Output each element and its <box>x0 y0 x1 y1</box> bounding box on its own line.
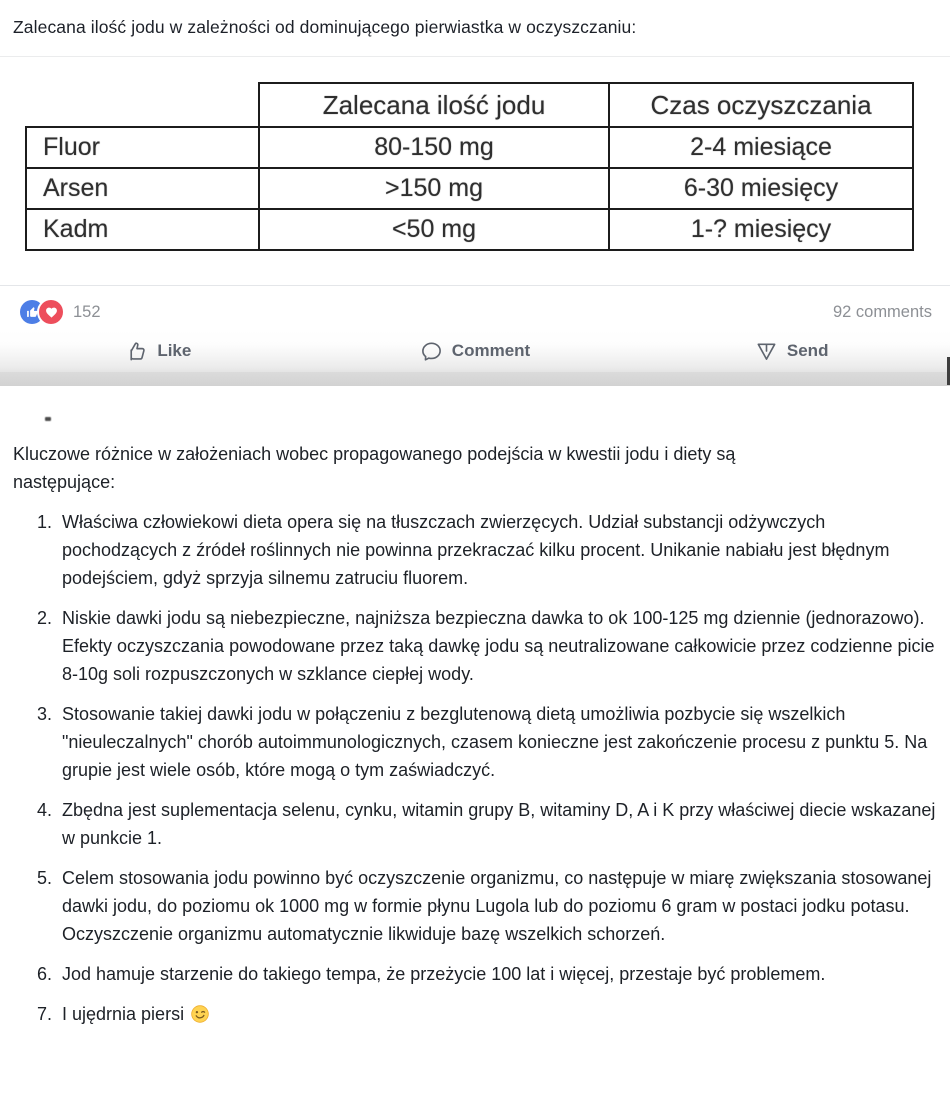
list-item-number: 7. <box>37 1004 53 1024</box>
cell-time: 6-30 miesięcy <box>609 168 913 209</box>
list-item-number: 1. <box>37 512 53 532</box>
post-title: Zalecana ilość jodu w zależności od dominującego pierwiastka w oczyszczaniu: <box>13 17 637 37</box>
list-item <box>13 1000 941 1032</box>
list-item <box>13 604 941 688</box>
send-button[interactable] <box>633 340 950 363</box>
list-item-text: Niskie dawki jodu są niebezpieczne, najniższa bezpieczna dawka to ok 100-125 mg dziennie (jednorazowo). Efekty oczyszczania powodowane przez taką dawkę jodu są neutralizowane całkowicie przez codzienne picie 8-10g soli rozpuszczonych w szklance ciepłej wody. <box>62 608 935 684</box>
cell-dose: >150 mg <box>259 168 609 209</box>
cell-element: Arsen <box>26 168 259 209</box>
iodine-dose-table <box>25 82 914 251</box>
list-item <box>13 960 941 988</box>
list-item-text: Stosowanie takiej dawki jodu w połączeniu z bezglutenową dietą umożliwia pozbycie się wszelkich "nieuleczalnych" chorób autoimmunologicznych, czasem konieczne jest zakończenie procesu z punktu 5. Na grupie jest wiele osób, które mogą o tym zaświadczyć. <box>62 704 928 780</box>
cell-dose: 80-150 mg <box>259 127 609 168</box>
reaction-icons[interactable] <box>20 300 63 324</box>
comments-count[interactable]: 92 comments <box>832 302 932 321</box>
table-header-dose: Zalecana ilość jodu <box>259 83 609 127</box>
table-row <box>26 127 913 168</box>
comment-body <box>13 440 941 1032</box>
list-item-text <box>62 1000 941 1032</box>
table-header-time: Czas oczyszczania <box>609 83 913 127</box>
comment-button-label: Comment <box>451 341 531 360</box>
reactions-row <box>0 294 950 330</box>
cell-element: Kadm <box>26 209 259 250</box>
list-item-number: 3. <box>37 704 53 724</box>
list-item-number: 4. <box>37 800 53 820</box>
list-item <box>13 796 941 852</box>
cell-time: 1-? miesięcy <box>609 209 913 250</box>
cell-element: Fluor <box>26 127 259 168</box>
numbered-list <box>13 508 941 1032</box>
screenshot-fade-band <box>0 372 950 386</box>
action-buttons-row <box>0 330 950 372</box>
list-item-number: 6. <box>37 964 53 984</box>
list-item <box>13 700 941 784</box>
send-button-label: Send <box>786 341 829 360</box>
thumbs-up-icon <box>125 340 148 363</box>
cell-dose: <50 mg <box>259 209 609 250</box>
wink-emoji-icon <box>190 1004 210 1032</box>
reaction-count[interactable]: 152 <box>73 302 101 321</box>
love-reaction-icon[interactable] <box>39 300 63 324</box>
list-item-text: Jod hamuje starzenie do takiego tempa, że przeżycie 100 lat i więcej, przestaje być problemem. <box>62 964 826 984</box>
list-item-text: Właściwa człowiekowi dieta opera się na tłuszczach zwierzęcych. Udział substancji odżywczych pochodzących z źródeł roślinnych nie powinna przekraczać kilku procent. Unikanie nabiału jest błędnym podejściem, gdyż sprzyja silnemu zatruciu fluorem. <box>62 512 890 588</box>
like-button[interactable] <box>0 340 317 363</box>
stray-dot <box>45 417 51 421</box>
like-button-label: Like <box>157 341 192 360</box>
list-item <box>13 864 941 948</box>
list-item-text: Celem stosowania jodu powinno być oczyszczenie organizmu, co następuje w miarę zwiększania stosowanej dawki jodu, do poziomu ok 1000 mg w formie płynu Lugola lub do poziomu 6 gram w postaci jodku potasu. Oczyszczenie organizmu automatycznie likwiduje bazę wszelkich schorzeń. <box>62 868 932 944</box>
list-item-text-inline: I ujędrnia piersi <box>62 1004 185 1024</box>
table-header-empty <box>26 83 259 127</box>
comment-bubble-icon <box>420 340 443 363</box>
divider <box>0 285 950 286</box>
table-header-row <box>26 83 913 127</box>
list-item-number: 5. <box>37 868 53 888</box>
list-item-number: 2. <box>37 608 53 628</box>
cell-time: 2-4 miesiące <box>609 127 913 168</box>
divider <box>0 56 950 57</box>
list-item-text: Zbędna jest suplementacja selenu, cynku, witamin grupy B, witaminy D, A i K przy właściwej diecie wskazanej w punkcie 1. <box>62 800 936 848</box>
send-icon <box>755 340 778 363</box>
comment-button[interactable] <box>317 340 634 363</box>
table-row <box>26 209 913 250</box>
table-row <box>26 168 913 209</box>
list-item <box>13 508 941 592</box>
comment-intro: Kluczowe różnice w założeniach wobec propagowanego podejścia w kwestii jodu i diety są następujące: <box>13 444 736 492</box>
